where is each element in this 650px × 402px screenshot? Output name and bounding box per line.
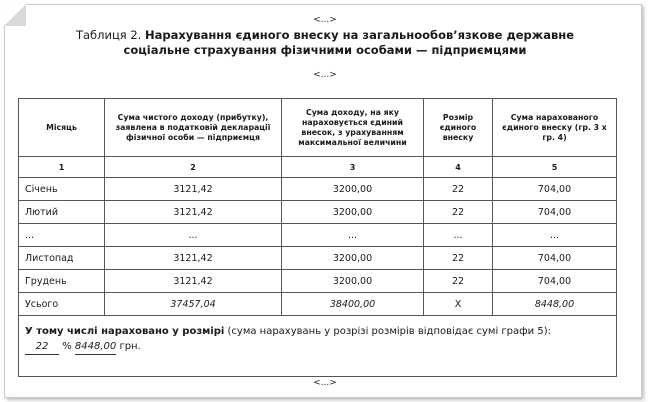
cell-rate: 22	[424, 270, 493, 293]
cell-base: 3200,00	[282, 247, 424, 270]
cell-income: 3121,42	[105, 178, 282, 201]
cell-month: Листопад	[19, 247, 105, 270]
col-header-rate: Розмір єдиного внеску	[424, 99, 493, 157]
col-header-taxable-base: Сума доходу, на яку нараховується єдиний внесок, з урахуванням максимальної величини	[282, 99, 424, 157]
ellipsis-top: <...>	[313, 15, 337, 25]
cell-base: ...	[282, 224, 424, 247]
cell-rate: 22	[424, 247, 493, 270]
contribution-table	[18, 98, 617, 377]
table-footer-row	[19, 316, 617, 377]
footer-cell	[19, 316, 617, 377]
total-label: Усього	[19, 293, 105, 316]
cell-rate: ...	[424, 224, 493, 247]
col-header-net-income: Сума чистого доходу (прибутку), заявлена в податковій декларації фізичної особи — підприємця	[105, 99, 282, 157]
cell-amount: ...	[493, 224, 617, 247]
cell-amount: 704,00	[493, 178, 617, 201]
col-number: 4	[424, 157, 493, 178]
cell-month: Січень	[19, 178, 105, 201]
footer-currency: грн.	[119, 341, 141, 352]
table-row	[19, 201, 617, 224]
column-number-row	[19, 157, 617, 178]
col-header-month: Місяць	[19, 99, 105, 157]
table-row	[19, 270, 617, 293]
col-number: 5	[493, 157, 617, 178]
cell-income: ...	[105, 224, 282, 247]
footer-percent-sign: %	[62, 341, 72, 352]
col-number: 1	[19, 157, 105, 178]
table-title	[0, 28, 650, 58]
contribution-table-wrap	[18, 98, 616, 377]
cell-rate: 22	[424, 201, 493, 224]
title-line-1: Нарахування єдиного внеску на загальнообов’язкове державне	[145, 28, 575, 42]
footer-bold-text: У тому числі нараховано у розмірі	[25, 326, 225, 337]
col-header-contribution-amount: Сума нарахованого єдиного внеску (гр. 3 х гр. 4)	[493, 99, 617, 157]
total-income: 37457,04	[105, 293, 282, 316]
cell-income: 3121,42	[105, 201, 282, 224]
cell-rate: 22	[424, 178, 493, 201]
cell-amount: 704,00	[493, 247, 617, 270]
cell-income: 3121,42	[105, 247, 282, 270]
cell-base: 3200,00	[282, 201, 424, 224]
footer-sum-value: 8448,00	[75, 339, 116, 355]
cell-month: ...	[19, 224, 105, 247]
cell-base: 3200,00	[282, 178, 424, 201]
total-rate: Х	[424, 293, 493, 316]
table-row	[19, 247, 617, 270]
footer-note: (сума нарахувань у розрізі розмірів відповідає сумі графи 5):	[227, 326, 551, 337]
cell-month: Грудень	[19, 270, 105, 293]
title-prefix: Таблиця 2.	[75, 28, 142, 42]
cell-income: 3121,42	[105, 270, 282, 293]
ellipsis-mid: <...>	[313, 70, 337, 80]
cell-amount: 704,00	[493, 270, 617, 293]
cell-base: 3200,00	[282, 270, 424, 293]
col-number: 3	[282, 157, 424, 178]
ellipsis-bottom: <...>	[313, 378, 337, 388]
table-row	[19, 178, 617, 201]
cell-month: Лютий	[19, 201, 105, 224]
col-number: 2	[105, 157, 282, 178]
total-amount: 8448,00	[493, 293, 617, 316]
total-base: 38400,00	[282, 293, 424, 316]
table-header-row	[19, 99, 617, 157]
table-total-row	[19, 293, 617, 316]
title-line-2: соціальне страхування фізичними особами — підприємцями	[123, 43, 527, 57]
footer-rate-value: 22	[25, 339, 59, 355]
cell-amount: 704,00	[493, 201, 617, 224]
table-row	[19, 224, 617, 247]
